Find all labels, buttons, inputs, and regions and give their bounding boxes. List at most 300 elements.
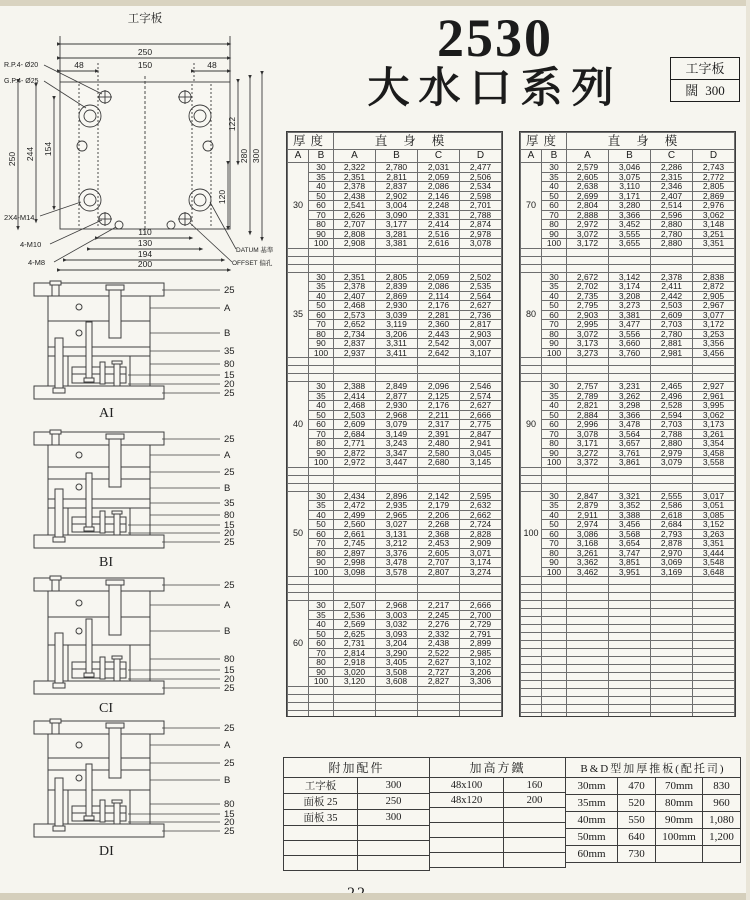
cell bbox=[651, 248, 693, 256]
series-title: 大水口系列 bbox=[367, 65, 623, 112]
cell: 2,598 bbox=[460, 191, 502, 201]
cell bbox=[309, 686, 334, 694]
cell bbox=[284, 841, 358, 856]
empty-row bbox=[288, 694, 502, 702]
dim-label: B bbox=[224, 328, 231, 339]
cell bbox=[521, 609, 542, 617]
empty-row bbox=[521, 248, 735, 256]
table-row bbox=[566, 846, 741, 863]
cell: 80mm bbox=[656, 795, 703, 812]
cell: 2,918 bbox=[334, 658, 376, 668]
cell bbox=[542, 601, 567, 609]
size-row bbox=[521, 301, 735, 311]
cell: 3,608 bbox=[376, 677, 418, 687]
cell: 3,456 bbox=[693, 348, 735, 358]
cell: 2,574 bbox=[460, 391, 502, 401]
size-row bbox=[521, 401, 735, 411]
dim-130: 130 bbox=[137, 238, 153, 248]
cell bbox=[567, 657, 609, 665]
cell bbox=[460, 366, 502, 374]
cell bbox=[567, 649, 609, 657]
cell bbox=[693, 577, 735, 585]
cell: 2,378 bbox=[334, 282, 376, 292]
cell: 3,086 bbox=[567, 529, 609, 539]
cell bbox=[376, 702, 418, 710]
cell bbox=[334, 593, 376, 601]
cell: 2,817 bbox=[460, 320, 502, 330]
cell: 40 bbox=[309, 182, 334, 192]
cell bbox=[651, 641, 693, 649]
cell: 2,736 bbox=[460, 310, 502, 320]
size-row bbox=[288, 629, 502, 639]
cell bbox=[693, 673, 735, 681]
dim-label: 80 bbox=[224, 510, 235, 521]
cell: 2,472 bbox=[334, 501, 376, 511]
cell: 60 bbox=[542, 201, 567, 211]
cell bbox=[567, 358, 609, 366]
cell: 2,880 bbox=[651, 439, 693, 449]
cell bbox=[309, 702, 334, 710]
col-B: B bbox=[376, 150, 418, 163]
dim-label: 25 bbox=[224, 388, 235, 399]
cell bbox=[460, 593, 502, 601]
cell bbox=[521, 593, 542, 601]
diagram-name: CI bbox=[99, 701, 113, 716]
cell: 3,388 bbox=[609, 510, 651, 520]
cell: 30 bbox=[309, 601, 334, 611]
cell: 70 bbox=[309, 648, 334, 658]
cell: 3,071 bbox=[460, 548, 502, 558]
cell: 35 bbox=[542, 501, 567, 511]
cell bbox=[651, 577, 693, 585]
table-row bbox=[430, 793, 566, 808]
cell: 60 bbox=[309, 529, 334, 539]
cell: 2,268 bbox=[418, 520, 460, 530]
spec-box-name: 工字板 bbox=[685, 61, 725, 76]
cell: 40 bbox=[542, 291, 567, 301]
cell bbox=[567, 705, 609, 713]
size-row bbox=[288, 191, 502, 201]
dim-label: 20 bbox=[224, 674, 235, 685]
dim-label: 35 bbox=[224, 498, 235, 509]
cell bbox=[567, 689, 609, 697]
cell: 2,838 bbox=[693, 272, 735, 282]
cell: 3,477 bbox=[609, 320, 651, 330]
cell bbox=[542, 577, 567, 585]
cell: 2,534 bbox=[460, 182, 502, 192]
cell: 2,438 bbox=[334, 191, 376, 201]
size-row bbox=[521, 539, 735, 549]
cell: 90 bbox=[309, 339, 334, 349]
cell bbox=[542, 358, 567, 366]
empty-row bbox=[521, 483, 735, 491]
cell: 2,791 bbox=[460, 629, 502, 639]
cell bbox=[693, 264, 735, 272]
cell: 2,564 bbox=[460, 291, 502, 301]
cell: 35 bbox=[542, 391, 567, 401]
cell: 80 bbox=[309, 548, 334, 558]
dim-right-120: 120 bbox=[217, 189, 227, 205]
size-row bbox=[521, 429, 735, 439]
cell bbox=[693, 475, 735, 483]
cell: 2,414 bbox=[334, 391, 376, 401]
size-row bbox=[521, 339, 735, 349]
cell: 90 bbox=[309, 229, 334, 239]
cell bbox=[309, 467, 334, 475]
cell bbox=[651, 475, 693, 483]
cell bbox=[521, 681, 542, 689]
cell bbox=[651, 689, 693, 697]
cell: 2,248 bbox=[418, 201, 460, 211]
cell: 2,542 bbox=[418, 339, 460, 349]
size-table-left-header bbox=[288, 133, 502, 163]
cell bbox=[334, 248, 376, 256]
cell: 90 bbox=[521, 382, 542, 468]
cell: 1,080 bbox=[703, 812, 741, 829]
cell: 2,555 bbox=[651, 491, 693, 501]
cell bbox=[542, 593, 567, 601]
cell bbox=[651, 625, 693, 633]
size-row bbox=[288, 458, 502, 468]
cell bbox=[542, 483, 567, 491]
cell bbox=[609, 625, 651, 633]
table-row bbox=[430, 778, 566, 793]
cell: 35 bbox=[542, 172, 567, 182]
page-title: 2530 bbox=[437, 8, 553, 68]
cell bbox=[418, 686, 460, 694]
cell: 2,609 bbox=[334, 420, 376, 430]
cell: 48x100 bbox=[430, 778, 504, 793]
cell: 90mm bbox=[656, 812, 703, 829]
cell: 2,879 bbox=[567, 501, 609, 511]
cell: 3,456 bbox=[609, 520, 651, 530]
cell: 80 bbox=[521, 272, 542, 358]
dim-right-300: 300 bbox=[251, 148, 261, 164]
dim-label: 25 bbox=[224, 467, 235, 478]
cell: 2,976 bbox=[693, 201, 735, 211]
cell bbox=[288, 256, 309, 264]
empty-row bbox=[288, 475, 502, 483]
cell: 2,276 bbox=[418, 620, 460, 630]
cell: 2,707 bbox=[418, 558, 460, 568]
dim-48-right: 48 bbox=[207, 60, 217, 70]
cell: 2,388 bbox=[334, 382, 376, 392]
cell: 2,998 bbox=[334, 558, 376, 568]
cell: 2,903 bbox=[460, 329, 502, 339]
cell bbox=[460, 256, 502, 264]
col-D: D bbox=[460, 150, 502, 163]
cell bbox=[334, 577, 376, 585]
cell: 2,837 bbox=[334, 339, 376, 349]
cell: 70 bbox=[309, 320, 334, 330]
cell: 3,411 bbox=[376, 348, 418, 358]
diagram-name: AI bbox=[99, 406, 114, 421]
cell: 2,874 bbox=[460, 220, 502, 230]
cell bbox=[288, 366, 309, 374]
cell: 3,555 bbox=[609, 229, 651, 239]
empty-row bbox=[288, 577, 502, 585]
cell: 2,368 bbox=[418, 529, 460, 539]
dim-label: A bbox=[224, 303, 231, 314]
cell: 50 bbox=[309, 191, 334, 201]
cell: 50mm bbox=[566, 829, 618, 846]
cell bbox=[609, 601, 651, 609]
empty-row bbox=[521, 601, 735, 609]
cell: 90 bbox=[542, 448, 567, 458]
cell bbox=[460, 686, 502, 694]
cell bbox=[567, 697, 609, 705]
cell: 3,354 bbox=[693, 439, 735, 449]
cell: 60mm bbox=[566, 846, 618, 863]
cell: 100 bbox=[521, 491, 542, 577]
cell: 2,827 bbox=[418, 677, 460, 687]
size-row bbox=[288, 501, 502, 511]
cell bbox=[651, 609, 693, 617]
cell: 2,731 bbox=[334, 639, 376, 649]
size-row bbox=[288, 677, 502, 687]
cell bbox=[334, 702, 376, 710]
cell bbox=[693, 609, 735, 617]
cell: 2,245 bbox=[418, 610, 460, 620]
cell: 40 bbox=[542, 182, 567, 192]
cell bbox=[521, 475, 542, 483]
label-m10: 4-M10 bbox=[20, 240, 42, 249]
cell: 2,642 bbox=[418, 348, 460, 358]
empty-row bbox=[521, 657, 735, 665]
cell bbox=[567, 256, 609, 264]
cell bbox=[542, 467, 567, 475]
table-row bbox=[566, 778, 741, 795]
cell: 3,648 bbox=[693, 567, 735, 577]
cell: 2,821 bbox=[567, 401, 609, 411]
cell bbox=[693, 681, 735, 689]
size-row bbox=[521, 558, 735, 568]
cell: 30mm bbox=[566, 778, 618, 795]
cell: 3,366 bbox=[609, 410, 651, 420]
cell bbox=[693, 649, 735, 657]
mold-section-graphic bbox=[34, 430, 164, 548]
cell: 2,514 bbox=[651, 201, 693, 211]
cell: 3,273 bbox=[609, 301, 651, 311]
cell: 520 bbox=[618, 795, 656, 812]
cell: 2,351 bbox=[334, 172, 376, 182]
size-row bbox=[521, 220, 735, 230]
cell: 3,274 bbox=[460, 567, 502, 577]
cell: 2,391 bbox=[418, 429, 460, 439]
empty-row bbox=[284, 826, 430, 841]
cell bbox=[376, 475, 418, 483]
cell bbox=[567, 633, 609, 641]
cell bbox=[460, 374, 502, 382]
cell bbox=[693, 633, 735, 641]
cell bbox=[651, 366, 693, 374]
cell: 2,703 bbox=[651, 420, 693, 430]
cell: 35 bbox=[309, 391, 334, 401]
cell: 2,502 bbox=[460, 272, 502, 282]
cell bbox=[288, 702, 309, 710]
cell: 2,775 bbox=[460, 420, 502, 430]
cell bbox=[460, 585, 502, 593]
cell bbox=[609, 617, 651, 625]
cell bbox=[521, 697, 542, 705]
cell bbox=[609, 483, 651, 491]
cell bbox=[542, 681, 567, 689]
cell bbox=[460, 467, 502, 475]
title-block bbox=[320, 10, 670, 111]
cell: 3,372 bbox=[567, 458, 609, 468]
cell bbox=[542, 256, 567, 264]
cell bbox=[376, 694, 418, 702]
cell bbox=[609, 609, 651, 617]
cell: 2,979 bbox=[651, 448, 693, 458]
cell bbox=[542, 617, 567, 625]
size-row bbox=[288, 339, 502, 349]
cell: 3,039 bbox=[376, 310, 418, 320]
cell: 50 bbox=[542, 520, 567, 530]
cell bbox=[609, 585, 651, 593]
cell bbox=[334, 475, 376, 483]
cell: 3,351 bbox=[693, 239, 735, 249]
label-offset: OFFSET 偏孔 bbox=[232, 260, 273, 267]
cell: 160 bbox=[504, 778, 566, 793]
cell bbox=[567, 577, 609, 585]
dim-label: 20 bbox=[224, 379, 235, 390]
cell bbox=[418, 585, 460, 593]
cell bbox=[418, 264, 460, 272]
cell: 2,086 bbox=[418, 182, 460, 192]
size-row bbox=[521, 520, 735, 530]
cell: 40 bbox=[542, 510, 567, 520]
cell: 3,149 bbox=[376, 429, 418, 439]
cell bbox=[693, 601, 735, 609]
cell: 70 bbox=[542, 429, 567, 439]
cell: 2,443 bbox=[418, 329, 460, 339]
size-row bbox=[288, 558, 502, 568]
cell bbox=[693, 641, 735, 649]
cell bbox=[609, 705, 651, 713]
size-row bbox=[521, 163, 735, 173]
cell: 2,837 bbox=[376, 182, 418, 192]
cell: 3,172 bbox=[693, 320, 735, 330]
cell: 70 bbox=[521, 163, 542, 249]
size-table-right bbox=[519, 131, 736, 717]
size-row bbox=[288, 220, 502, 230]
cell bbox=[693, 697, 735, 705]
cell: 2,877 bbox=[376, 391, 418, 401]
cell bbox=[651, 649, 693, 657]
cell: 2,672 bbox=[567, 272, 609, 282]
cell: 2,780 bbox=[376, 163, 418, 173]
cell bbox=[358, 856, 430, 871]
cell: 3,578 bbox=[376, 567, 418, 577]
cell bbox=[609, 673, 651, 681]
empty-row bbox=[288, 366, 502, 374]
cell: 60 bbox=[309, 420, 334, 430]
cell bbox=[521, 705, 542, 713]
cell bbox=[693, 689, 735, 697]
cell: 2,884 bbox=[567, 410, 609, 420]
cell: 50 bbox=[309, 410, 334, 420]
cell: 3,168 bbox=[567, 539, 609, 549]
cell bbox=[693, 705, 735, 713]
col-A: A bbox=[567, 150, 609, 163]
cell: 2,795 bbox=[567, 301, 609, 311]
cell: 80 bbox=[542, 548, 567, 558]
cell: 3,017 bbox=[693, 491, 735, 501]
cell: 3,261 bbox=[693, 429, 735, 439]
cell: 2,332 bbox=[418, 629, 460, 639]
cell: 3,093 bbox=[376, 629, 418, 639]
cell bbox=[521, 673, 542, 681]
cell: 90 bbox=[542, 229, 567, 239]
size-row bbox=[288, 439, 502, 449]
plate-plan-drawing bbox=[2, 4, 280, 274]
size-row bbox=[521, 448, 735, 458]
cell bbox=[567, 374, 609, 382]
cell: 80 bbox=[542, 439, 567, 449]
cell: 3,206 bbox=[376, 329, 418, 339]
size-row bbox=[288, 658, 502, 668]
cell: 2,652 bbox=[334, 320, 376, 330]
cell: 2,378 bbox=[334, 182, 376, 192]
cell: 2,996 bbox=[567, 420, 609, 430]
cell: 3,298 bbox=[609, 401, 651, 411]
dim-150: 150 bbox=[137, 60, 153, 70]
size-row bbox=[521, 348, 735, 358]
cell bbox=[567, 673, 609, 681]
dim-label: 25 bbox=[224, 580, 235, 591]
cell bbox=[609, 256, 651, 264]
dim-label: 20 bbox=[224, 817, 235, 828]
cell: 3,243 bbox=[376, 439, 418, 449]
cell: 2,880 bbox=[651, 220, 693, 230]
cell: 3,027 bbox=[376, 520, 418, 530]
cell: 2,346 bbox=[651, 182, 693, 192]
size-row bbox=[288, 510, 502, 520]
table-row bbox=[566, 812, 741, 829]
cell: 3,046 bbox=[609, 163, 651, 173]
cell bbox=[288, 264, 309, 272]
cell: 2,625 bbox=[334, 629, 376, 639]
cell: 2,442 bbox=[651, 291, 693, 301]
cell: 2,804 bbox=[567, 201, 609, 211]
empty-row bbox=[521, 358, 735, 366]
cell bbox=[656, 846, 703, 863]
label-return-pin: R.P.4- Ø20 bbox=[4, 62, 39, 69]
dim-label: A bbox=[224, 450, 231, 461]
cell: 2,661 bbox=[334, 529, 376, 539]
cell bbox=[542, 366, 567, 374]
dim-label: 15 bbox=[224, 809, 235, 820]
cell bbox=[651, 617, 693, 625]
cell: 3,173 bbox=[693, 420, 735, 430]
cell: 2,757 bbox=[567, 382, 609, 392]
cell: 80 bbox=[309, 220, 334, 230]
cell bbox=[460, 694, 502, 702]
cell: 640 bbox=[618, 829, 656, 846]
label-datum: DATUM 基準 bbox=[236, 247, 274, 254]
cell: 60 bbox=[542, 310, 567, 320]
cell: 3,148 bbox=[693, 220, 735, 230]
table-row bbox=[284, 810, 430, 826]
cell: 3,119 bbox=[376, 320, 418, 330]
cell bbox=[376, 686, 418, 694]
size-row bbox=[521, 272, 735, 282]
cell: 2,378 bbox=[651, 272, 693, 282]
cell: 2,700 bbox=[460, 610, 502, 620]
cell: 2,536 bbox=[334, 610, 376, 620]
cell: 2,438 bbox=[418, 639, 460, 649]
